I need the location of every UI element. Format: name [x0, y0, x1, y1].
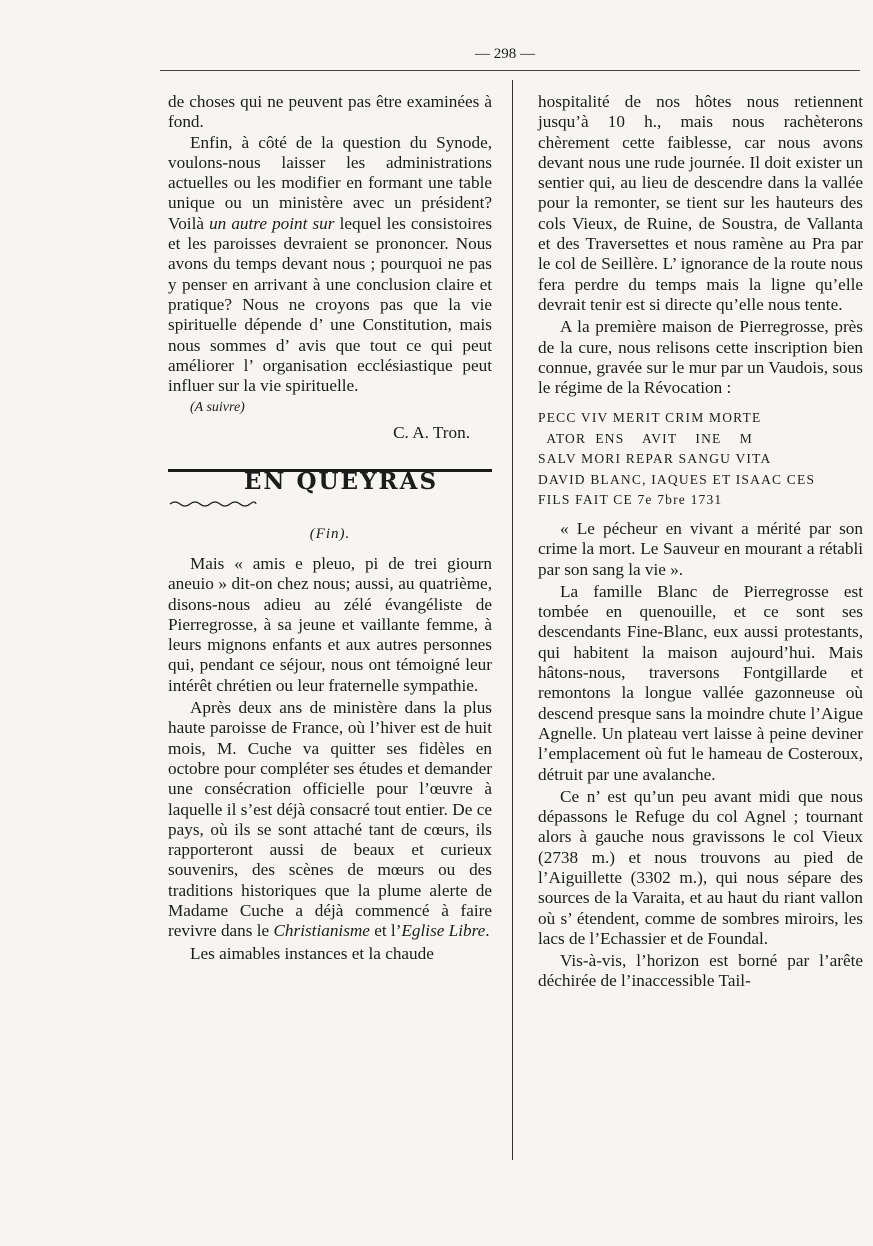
- paragraph: Vis-à-vis, l’horizon est borné par l’arête déchirée de l’inaccessible Tail-: [538, 951, 863, 991]
- page-number: — 298 —: [475, 46, 535, 62]
- italic-text: un autre point sur: [209, 213, 335, 233]
- paragraph: A la première maison de Pierregrosse, près de la cure, nous relisons cette inscription bien connue, gravée sur le mur par un Vaudois, sous le régime de la Révocation :: [538, 317, 863, 398]
- left-column: [168, 92, 492, 964]
- text-span: lequel les consistoires et les paroisses devraient se prononcer. Nous avons du temps devant nous ; pourquoi ne pas y penser en arrivant à une conclusion claire et pratique? Nous ne croyons pas que la vie spirituelle dépende d’ une Constitution, mais nous sommes d’ avis que tout ce qui peut améliorer l’ organisation ecclésiastique peut influer sur la vie spirituelle.: [168, 213, 493, 396]
- inscription-line: FILS FAIT CE 7e 7bre 1731: [538, 492, 723, 508]
- paragraph: [168, 133, 492, 397]
- paragraph: Ce n’ est qu’un peu avant midi que nous dépassons le Refuge du col Agnel ; tournant alors à gauche nous gravissons le col Vieux (2738 m.) et nous trouvons au pied de l’Aiguillette (3302 m.), qui nous sépare des sources de la Varaita, et au haut du riant vallon où s’ étendent, comme de sombres miroirs, les lacs de l’Echassier et de Foundal.: [538, 786, 863, 948]
- inscription-line: DAVID BLANC, IAQUES ET ISAAC CES: [538, 471, 816, 487]
- inscription-block: [538, 408, 863, 511]
- section-title: EN QUEYRAS: [243, 468, 439, 496]
- text-span: Après deux ans de ministère dans la plus haute paroisse de France, où l’hiver est de huit mois, M. Cuche va quitter ses fidèles en octobre pour compléter ses études et demander une consécration officielle pour l’œuvre à laquelle il s’est déjà consacré tout entier. De ce pays, où ils se sont attaché tant de cœurs, ils rapporteront aussi de beaux et curieux souvenirs, des scènes de mœurs ou des traditions historiques que la plume alerte de Madame Cuche a déjà commencé à faire revivre dans le: [168, 698, 492, 941]
- italic-text: Christianisme: [273, 921, 370, 941]
- inscription-line: ATOR ENS AVIT INE M: [538, 430, 753, 446]
- paragraph: [168, 698, 492, 942]
- paragraph: La famille Blanc de Pierregrosse est tombée en quenouille, et ce sont ses descendants Fine-Blanc, eux aussi protestants, qui habitent la maison aujourd’hui. Mais hâtons-nous, traversons Fontgillarde et remontons la longue vallée gazonneuse où descend presque sans la moindre chute l’Aigue Agnelle. Un plateau vert laisse à peine deviner l’emplacement où fut le hameau de Costeroux, détruit par une avalanche.: [538, 581, 863, 784]
- author-signature: C. A. Tron.: [393, 422, 470, 442]
- column-divider: [512, 80, 513, 1160]
- text-span: .: [485, 921, 490, 941]
- paragraph: de choses qui ne peuvent pas être examinées à fond.: [168, 92, 492, 132]
- fin-label: (Fin).: [309, 525, 351, 542]
- right-column: [538, 92, 863, 992]
- paragraph: « Le pécheur en vivant a mérité par son crime la mort. Le Sauveur en mourant a rétabli par son sang la vie ».: [538, 518, 863, 579]
- paragraph: Mais « amis e pleuo, pi de trei giourn aneuio » dit-on chez nous; aussi, au quatrième, disons-nous adieu au zélé évangéliste de Pierregrosse, à sa jeune et vaillante femme, à leurs mignons enfants et aux autres personnes qui, pendant ce séjour, nous ont témoigné leur intérêt chrétien ou leur fraternelle sympathie.: [168, 553, 492, 695]
- a-suivre-note: (A suivre): [190, 400, 245, 416]
- inscription-line: PECC VIV MERIT CRIM MORTE: [538, 410, 762, 426]
- text-span: et l’: [374, 921, 402, 941]
- inscription-line: SALV MORI REPAR SANGU VITA: [538, 451, 772, 467]
- header-rule: [160, 70, 860, 71]
- text-span: Enfin, à côté de la question du Synode, voulons-nous laisser les administrations actuelles ou les modifier en formant une table unique ou un ministère avec un président? Voilà: [168, 132, 492, 233]
- paragraph: Les aimables instances et la chaude: [190, 943, 434, 963]
- paragraph: hospitalité de nos hôtes nous retiennent jusqu’à 10 h., mais nous rachèterons chèrement cette faiblesse, car nous avons devant nous une rude journée. Il doit exister un sentier qui, au lieu de descendre dans la vallée pour la remonter, se tient sur les hauteurs des cols Vieux, de Ruine, de Soustra, de Vallanta et des Traversettes et nous ramène au Pra par le col de Seillère. L’ ignorance de la route nous fera perdre du temps mais la ligne qu’elle devrait tenir est si directe qu’elle nous tente.: [538, 92, 863, 314]
- title-ornament-icon: [168, 500, 258, 508]
- italic-text: Eglise Libre: [401, 921, 486, 941]
